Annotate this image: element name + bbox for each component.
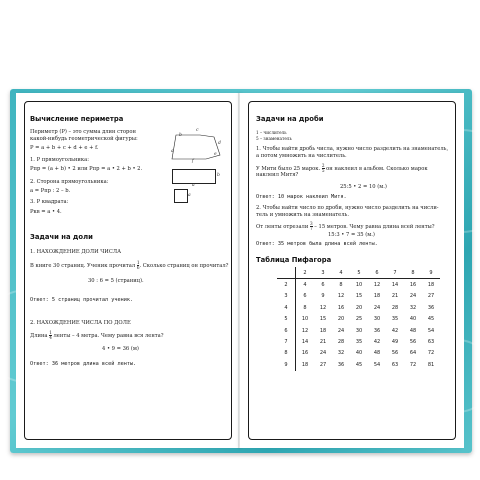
table-cell: 35 <box>355 339 363 346</box>
fraction-task-2-text: От ленты отрезали <box>256 224 309 231</box>
hexagon-figure <box>166 129 228 165</box>
table-cell: 72 <box>427 350 435 357</box>
table-row <box>277 336 440 347</box>
fraction <box>322 164 325 173</box>
table-cell: 56 <box>409 339 417 346</box>
table-cell: 32 <box>409 304 417 311</box>
table-cell: 6 <box>303 293 307 300</box>
share-task-2-answer: Ответ: 36 метров длина всей ленты. <box>30 361 137 367</box>
table-cell: 28 <box>391 304 399 311</box>
table-cell: 6 <box>368 267 386 279</box>
table-cell: 12 <box>373 282 381 289</box>
table-cell: 4 <box>332 267 350 279</box>
table-cell: 4 <box>277 302 296 313</box>
fraction <box>49 331 52 340</box>
share-task-1-text: В книге 30 страниц. Ученик прочитал <box>30 263 136 270</box>
fraction-numerator: 2 <box>321 163 325 168</box>
table-cell: 6 <box>321 282 325 289</box>
table-cell: 18 <box>301 361 309 368</box>
table-cell: 48 <box>409 327 417 334</box>
table-cell: 8 <box>303 304 307 311</box>
table-cell: 14 <box>391 282 399 289</box>
table-cell: 64 <box>409 350 417 357</box>
share-task-2 <box>30 331 164 340</box>
table-cell: 25 <box>355 316 363 323</box>
fraction-task-2-calculation: 15:3 • 7 = 35 (м.) <box>328 232 375 238</box>
share-task-2-text: Длина <box>30 333 48 340</box>
share-task-1 <box>30 261 228 270</box>
table-row <box>277 302 440 313</box>
table-cell: 12 <box>337 293 345 300</box>
table-cell: 40 <box>355 350 363 357</box>
table-cell: 10 <box>355 282 363 289</box>
left-page <box>16 93 240 448</box>
fraction-task-1-question: он наклеил в альбом. Сколько марок <box>326 166 428 173</box>
shape-label: c <box>196 128 199 133</box>
table-cell: 8 <box>277 348 296 359</box>
shape-label: a <box>171 149 174 154</box>
table-row <box>277 279 440 291</box>
share-task-2-question: ленты – 4 метра. Чему равна вся лента? <box>53 333 164 340</box>
table-cell: 7 <box>277 336 296 347</box>
table-cell: 40 <box>409 316 417 323</box>
fraction-denominator: 7 <box>309 226 313 232</box>
shape-label: b <box>179 133 182 138</box>
table-cell: 15 <box>355 293 363 300</box>
numerator-legend: 1 – числитель <box>256 130 287 135</box>
perimeter-definition-1: Периметр (P) – это сумма длин сторон <box>30 129 136 135</box>
table-cell: 21 <box>391 293 399 300</box>
table-row <box>277 291 440 302</box>
table-cell: 2 <box>277 279 296 291</box>
fraction-task-2-question: – 15 метров. Чему равна длина всей ленты? <box>314 224 435 231</box>
table-cell: 3 <box>277 291 296 302</box>
share-problems-heading: Задачи на доли <box>30 233 93 241</box>
table-cell: 4 <box>303 282 307 289</box>
shape-label: a <box>188 193 191 198</box>
square-perimeter-title: 3. P квадрата: <box>30 199 69 205</box>
table-cell: 35 <box>391 316 399 323</box>
table-cell: 14 <box>301 339 309 346</box>
table-cell: 49 <box>391 339 399 346</box>
perimeter-heading: Вычисление периметра <box>30 115 124 123</box>
table-header-row <box>277 267 440 279</box>
pythagoras-table <box>277 267 440 371</box>
table-cell: 63 <box>427 339 435 346</box>
rectangle-figure <box>172 169 216 184</box>
rectangle-perimeter-title: 1. P прямоугольника: <box>30 157 89 163</box>
table-cell: 36 <box>427 304 435 311</box>
fraction-numerator: 3 <box>309 221 313 226</box>
table-cell: 18 <box>427 282 435 289</box>
table-cell: 24 <box>373 304 381 311</box>
fraction-rule-2-line-1: 2. Чтобы найти число по дроби, нужно число разделить на числи- <box>256 205 439 211</box>
fraction-numerator: 1 <box>136 260 140 265</box>
shape-label: f <box>192 159 194 164</box>
share-task-2-calculation: 4 • 9 = 36 (м) <box>102 346 139 352</box>
table-cell: 3 <box>314 267 332 279</box>
fraction-rule-1-line-2: а потом умножить на числитель. <box>256 153 347 159</box>
share-task-1-answer: Ответ: 5 страниц прочитал ученик. <box>30 297 134 303</box>
shape-label: d <box>218 141 221 146</box>
table-cell: 36 <box>337 361 345 368</box>
table-cell: 16 <box>409 282 417 289</box>
table-cell: 16 <box>337 304 345 311</box>
table-cell: 20 <box>355 304 363 311</box>
fraction-task-1-calculation: 25:5 • 2 = 10 (м.) <box>340 184 387 190</box>
share-section-2-title: 2. НАХОЖДЕНИЕ ЧИСЛА ПО ДОЛЕ <box>30 320 131 326</box>
fraction-denominator: 4 <box>49 335 52 341</box>
share-task-1-question: . Сколько страниц он прочитал? <box>139 263 229 270</box>
share-task-1-calculation: 30 : 6 = 5 (страниц). <box>88 278 144 284</box>
table-row <box>277 359 440 370</box>
table-cell: 27 <box>319 361 327 368</box>
table-cell: 72 <box>409 361 417 368</box>
table-cell: 36 <box>373 327 381 334</box>
perimeter-formula: P = a + b + c + d + e + f. <box>30 145 99 151</box>
table-row <box>277 314 440 325</box>
right-page <box>240 93 464 448</box>
rectangle-side-title: 2. Сторона прямоугольника: <box>30 179 109 185</box>
table-cell: 56 <box>391 350 399 357</box>
fraction-task-1-text: У Мити было 25 марок. <box>256 166 321 173</box>
table-cell: 30 <box>355 327 363 334</box>
table-row <box>277 325 440 336</box>
fraction-task-2-answer: Ответ: 35 метров была длина всей ленты. <box>256 241 378 247</box>
table-cell: 63 <box>391 361 399 368</box>
table-cell: 16 <box>301 350 309 357</box>
table-cell: 27 <box>427 293 435 300</box>
rectangle-side-formula: a = Pпр : 2 – b. <box>30 188 71 194</box>
square-figure <box>174 189 188 203</box>
fraction-task-1-continued: наклеил Митя? <box>256 172 299 178</box>
table-cell: 42 <box>391 327 399 334</box>
table-cell: 45 <box>355 361 363 368</box>
table-cell: 30 <box>373 316 381 323</box>
table-cell: 32 <box>337 350 345 357</box>
shape-label: e <box>214 152 217 157</box>
table-cell: 7 <box>386 267 404 279</box>
table-cell: 2 <box>296 267 315 279</box>
table-cell: 12 <box>319 304 327 311</box>
table-cell: 24 <box>337 327 345 334</box>
table-cell: 6 <box>277 325 296 336</box>
table-cell: 42 <box>373 339 381 346</box>
table-cell: 9 <box>277 359 296 370</box>
fraction-rule-2-line-2: тель и умножить на знаменатель. <box>256 212 349 218</box>
table-cell: 5 <box>350 267 368 279</box>
table-cell: 24 <box>409 293 417 300</box>
shape-label: b <box>217 173 220 178</box>
fraction-problems-heading: Задачи на дроби <box>256 115 324 123</box>
denominator-legend: 5 – знаменатель <box>256 136 292 141</box>
table-cell: 54 <box>373 361 381 368</box>
rectangle-perimeter-formula: Pпр = (a + b) • 2 или Pпр = a • 2 + b • 2. <box>30 166 143 172</box>
table-row <box>277 348 440 359</box>
table-cell: 12 <box>301 327 309 334</box>
table-cell: 28 <box>337 339 345 346</box>
fraction-task-1-answer: Ответ: 10 марок наклеил Митя. <box>256 194 347 200</box>
fraction-numerator: 1 <box>49 330 52 335</box>
table-cell: 5 <box>277 314 296 325</box>
table-cell: 21 <box>319 339 327 346</box>
table-cell: 8 <box>339 282 343 289</box>
table-cell: 8 <box>404 267 422 279</box>
table-cell: 24 <box>319 350 327 357</box>
fraction-denominator: 6 <box>136 265 140 271</box>
table-cell: 9 <box>321 293 325 300</box>
table-cell <box>277 267 296 279</box>
fraction <box>310 222 313 231</box>
shape-label: a <box>192 183 195 188</box>
table-cell: 18 <box>373 293 381 300</box>
table-cell: 45 <box>427 316 435 323</box>
perimeter-definition-2: какой-нибудь геометрической фигуры: <box>30 136 138 142</box>
fraction-denominator: 5 <box>321 168 325 174</box>
table-cell: 48 <box>373 350 381 357</box>
square-perimeter-formula: Pкв = a • 4. <box>30 209 62 215</box>
pythagoras-table-heading: Таблица Пифагора <box>256 256 332 264</box>
table-cell: 54 <box>427 327 435 334</box>
table-cell: 10 <box>301 316 309 323</box>
table-cell: 20 <box>337 316 345 323</box>
table-cell: 18 <box>319 327 327 334</box>
fraction-task-2 <box>256 222 435 231</box>
table-cell: 9 <box>422 267 440 279</box>
share-section-1-title: 1. НАХОЖДЕНИЕ ДОЛИ ЧИСЛА <box>30 249 122 255</box>
fraction-rule-1-line-1: 1. Чтобы найти дробь числа, нужно число разделить на знаменатель, <box>256 146 449 152</box>
table-cell: 15 <box>319 316 327 323</box>
table-cell: 81 <box>427 361 435 368</box>
